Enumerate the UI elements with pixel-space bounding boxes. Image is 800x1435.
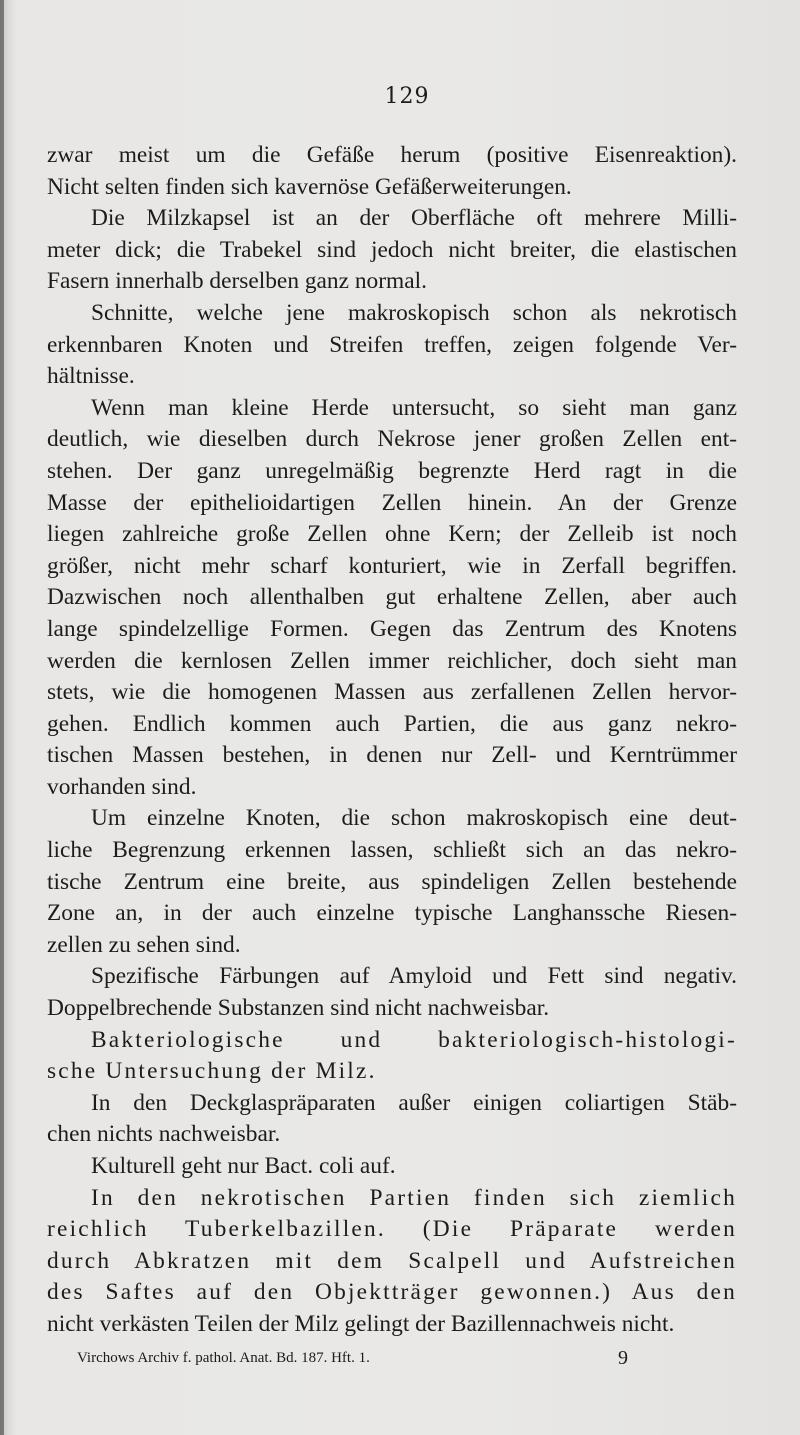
text-line: In den Deckglaspräparaten außer einigen coliartigen Stäb- [91,1089,737,1116]
text-line: Dazwischen noch allenthalben gut erhaltene Zellen, aber auch [47,584,737,611]
text-line: des Saftes auf den Objektträger gewonnen.) Aus den [47,1279,737,1306]
text-line: meter dick; die Trabekel sind jedoch nicht breiter, die elastischen [47,236,737,263]
text-line: deutlich, wie dieselben durch Nekrose jener großen Zellen ent- [47,426,737,453]
text-line: Kulturell geht nur Bact. coli auf. [91,1153,396,1179]
text-line: Schnitte, welche jene makroskopisch schon als nekrotisch [91,299,737,326]
text-line: Zone an, in der auch einzelne typische Langhanssche Riesen- [47,900,737,927]
text-line: Um einzelne Knoten, die schon makroskopisch eine deut- [91,805,737,832]
text-line: Doppelbrechende Substanzen sind nicht nachweisbar. [47,995,550,1022]
footer-signature-mark: 9 [618,1347,628,1369]
text-line: Nicht selten finden sich kavernöse Gefäßerweiterungen. [47,173,572,200]
page-number: 129 [384,84,430,109]
text-line: werden die kernlosen Zellen immer reichlicher, doch sieht man [47,647,737,674]
text-line: stets, wie die homogenen Massen aus zerfallenen Zellen hervor- [47,679,737,706]
text-line: Wenn man kleine Herde untersucht, so sieht man ganz [91,394,737,421]
footer-journal-reference: Virchows Archiv f. pathol. Anat. Bd. 187. Hft. 1. [77,1350,370,1366]
text-line: tischen Massen bestehen, in denen nur Zell- und Kerntrümmer [47,742,737,769]
book-spine-edge [0,0,4,1435]
text-line: vorhanden sind. [47,773,197,800]
text-line: gehen. Endlich kommen auch Partien, die aus ganz nekro- [47,710,737,737]
text-line: sche Untersuchung der Milz. [47,1058,377,1085]
text-line: tische Zentrum eine breite, aus spindeligen Zellen bestehende [47,868,737,895]
body-text [47,140,737,1341]
text-line: größer, nicht mehr scharf konturiert, wie in Zerfall begriffen. [47,552,737,579]
text-line: liche Begrenzung erkennen lassen, schließt sich an das nekro- [47,837,737,864]
text-line: Die Milzkapsel ist an der Oberfläche oft mehrere Milli- [91,205,737,232]
text-line: Spezifische Färbungen auf Amyloid und Fett sind negativ. [91,963,737,990]
text-line: nicht verkästen Teilen der Milz gelingt der Bazillennachweis nicht. [47,1310,675,1337]
text-line: hältnisse. [47,363,135,390]
text-line: zwar meist um die Gefäße herum (positive Eisenreaktion). [47,142,737,168]
text-line: erkennbaren Knoten und Streifen treffen, zeigen folgende Ver- [47,331,737,358]
text-line: durch Abkratzen mit dem Scalpell und Aufstreichen [47,1247,737,1274]
text-line: Bakteriologische und bakteriologisch-histologi- [91,1026,737,1053]
text-line: stehen. Der ganz unregelmäßig begrenzte Herd ragt in die [47,457,737,484]
text-line: In den nekrotischen Partien finden sich ziemlich [91,1184,737,1211]
text-line: Fasern innerhalb derselben ganz normal. [47,268,427,295]
text-line: chen nichts nachweisbar. [47,1121,281,1148]
text-line: zellen zu sehen sind. [47,931,241,958]
text-line: reichlich Tuberkelbazillen. (Die Präparate werden [47,1216,737,1243]
text-line: Masse der epithelioidartigen Zellen hinein. An der Grenze [47,489,737,516]
text-line: liegen zahlreiche große Zellen ohne Kern; der Zelleib ist noch [47,521,737,548]
text-line: lange spindelzellige Formen. Gegen das Zentrum des Knotens [47,615,737,642]
